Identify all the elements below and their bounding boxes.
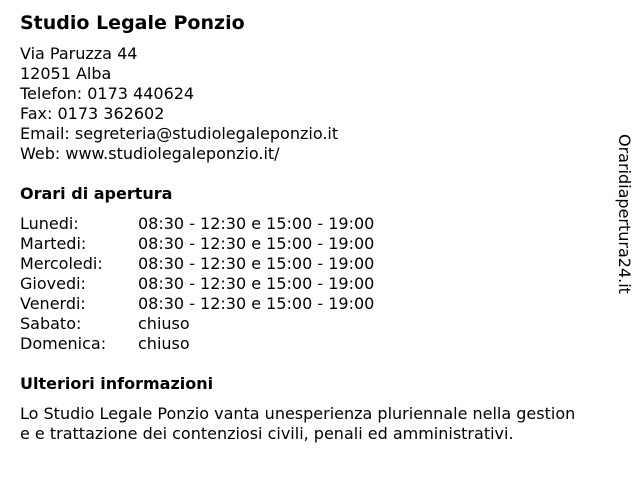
day-label: Mercoledi: (20, 254, 103, 273)
day-label: Domenica: (20, 334, 107, 353)
more-info-line: e e trattazione dei contenziosi civili, penali ed amministrativi. (20, 424, 514, 443)
more-info-line: Lo Studio Legale Ponzio vanta unesperienza pluriennale nella gestion (20, 404, 576, 423)
day-label: Giovedi: (20, 274, 86, 293)
address-line: Via Paruzza 44 (20, 44, 138, 63)
day-hours: 08:30 - 12:30 e 15:00 - 19:00 (138, 214, 375, 233)
phone-line: Telefon: 0173 440624 (20, 84, 195, 103)
opening-hours-heading: Orari di apertura (20, 184, 173, 203)
day-hours: 08:30 - 12:30 e 15:00 - 19:00 (138, 294, 375, 313)
city-line: 12051 Alba (20, 64, 112, 83)
more-info-heading: Ulteriori informazioni (20, 374, 214, 393)
day-hours: chiuso (138, 314, 190, 333)
day-hours: chiuso (138, 334, 190, 353)
day-label: Martedi: (20, 234, 87, 253)
day-hours: 08:30 - 12:30 e 15:00 - 19:00 (138, 254, 375, 273)
contact-block (20, 44, 338, 164)
day-label: Lunedi: (20, 214, 79, 233)
fax-line: Fax: 0173 362602 (20, 104, 165, 123)
more-info-text (20, 404, 625, 444)
day-label: Venerdi: (20, 294, 86, 313)
web-line: Web: www.studiolegaleponzio.it/ (20, 144, 280, 163)
watermark-text: Oraridiapertura24.it (615, 134, 634, 294)
day-label: Sabato: (20, 314, 82, 333)
day-hours: 08:30 - 12:30 e 15:00 - 19:00 (138, 234, 375, 253)
business-name: Studio Legale Ponzio (20, 12, 245, 34)
day-hours: 08:30 - 12:30 e 15:00 - 19:00 (138, 274, 375, 293)
email-line: Email: segreteria@studiolegaleponzio.it (20, 124, 339, 143)
